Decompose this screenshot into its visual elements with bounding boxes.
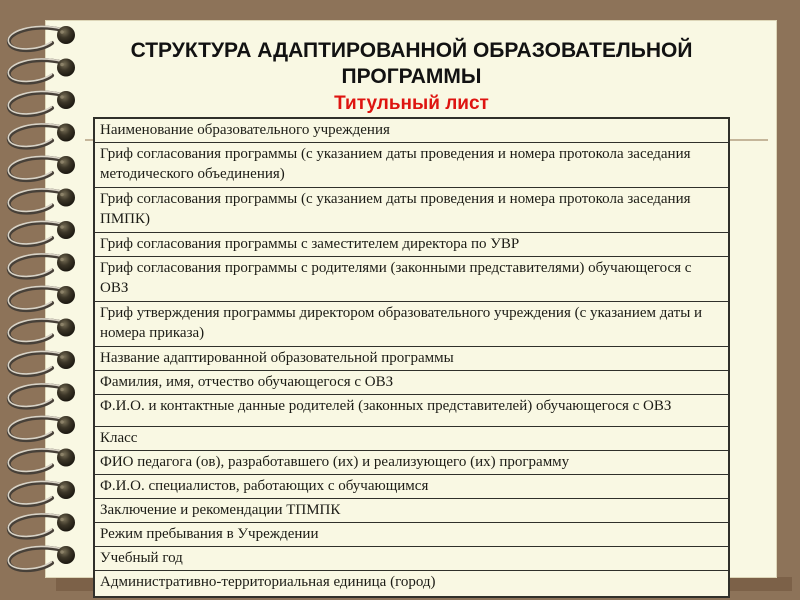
row-label: Гриф согласования программы (с указанием даты проведения и номера протокола заседания методического объединения)	[94, 143, 729, 188]
row-label: Режим пребывания в Учреждении	[94, 523, 729, 547]
table-row	[94, 451, 729, 475]
row-label: Ф.И.О. специалистов, работающих с обучающимся	[94, 475, 729, 499]
row-label: Гриф согласования программы с родителями (законными представителями) обучающегося с ОВЗ	[94, 257, 729, 302]
row-label: Гриф согласования программы (с указанием даты проведения и номера протокола заседания ПМПК)	[94, 188, 729, 233]
table-row	[94, 547, 729, 571]
row-label: Заключение и рекомендации ТПМПК	[94, 499, 729, 523]
table-row	[94, 523, 729, 547]
row-label: ФИО педагога (ов), разработавшего (их) и реализующего (их) программу	[94, 451, 729, 475]
table-row	[94, 257, 729, 302]
row-label: Ф.И.О. и контактные данные родителей (законных представителей) обучающегося с ОВЗ	[94, 395, 729, 427]
table-row	[94, 347, 729, 371]
row-label: Учебный год	[94, 547, 729, 571]
row-label: Фамилия, имя, отчество обучающегося с ОВЗ	[94, 371, 729, 395]
page-subtitle: Титульный лист	[334, 93, 489, 114]
structure-table	[93, 117, 730, 598]
table-row	[94, 233, 729, 257]
table-row	[94, 395, 729, 427]
row-label: Класс	[94, 427, 729, 451]
table-row	[94, 302, 729, 347]
table-row	[94, 118, 729, 143]
row-label: Гриф согласования программы с заместителем директора по УВР	[94, 233, 729, 257]
row-label: Гриф утверждения программы директором образовательного учреждения (с указанием даты и номера приказа)	[94, 302, 729, 347]
structure-table-body	[94, 118, 729, 597]
title-block	[93, 38, 730, 115]
page-title: СТРУКТУРА АДАПТИРОВАННОЙ ОБРАЗОВАТЕЛЬНОЙ ПРОГРАММЫ	[130, 39, 693, 88]
row-label: Название адаптированной образовательной программы	[94, 347, 729, 371]
table-row	[94, 371, 729, 395]
table-row	[94, 571, 729, 598]
row-label: Наименование образовательного учреждения	[94, 118, 729, 143]
table-row	[94, 499, 729, 523]
table-row	[94, 143, 729, 188]
table-row	[94, 427, 729, 451]
table-row	[94, 475, 729, 499]
row-label: Административно-территориальная единица (город)	[94, 571, 729, 598]
table-row	[94, 188, 729, 233]
